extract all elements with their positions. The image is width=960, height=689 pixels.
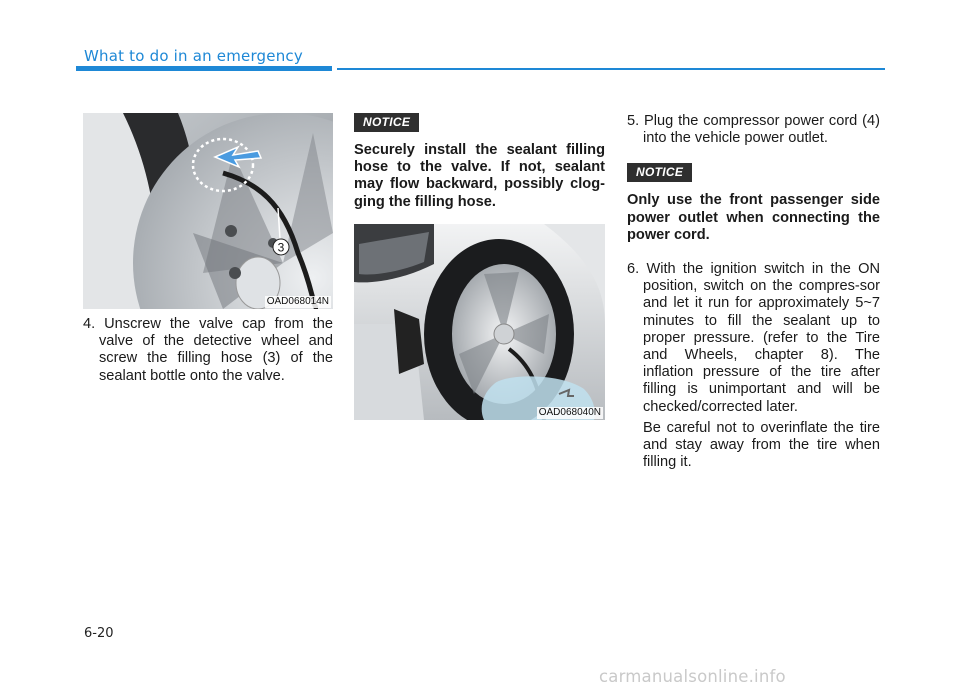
step-6-note: Be careful not to overinflate the tire and stay away from the tire when filling it. bbox=[643, 419, 880, 471]
notice-text: Only use the front passenger side power outlet when connecting the power cord. bbox=[627, 192, 880, 243]
step-5-first-line: 5. Plug the compressor power cord bbox=[627, 113, 858, 129]
figure-compressor bbox=[354, 224, 605, 420]
header-rule-thick bbox=[76, 66, 332, 71]
step-6-first-line: 6. With the ignition switch in the ON bbox=[627, 261, 880, 278]
watermark: carmanualsonline.info bbox=[599, 667, 786, 686]
figure-callout-number: 3 bbox=[277, 240, 285, 255]
figure-caption: OAD068014N bbox=[266, 296, 329, 307]
step-6-rest: position, switch on the compres-sor and let it run for approximately 5~7 minutes to fill the sealant up to proper pressure. (refer to the Tire and Wheels, chapter 8). The inflation pressure of the tire after filling is unimportant and will be checked/corrected later. bbox=[643, 278, 880, 415]
step-4-rest: valve of the detective wheel and screw the filling hose (3) of the sealant bottle onto the valve. bbox=[99, 333, 333, 384]
notice-text: Securely install the sealant filling hose to the valve. If not, sealant may flow backward, possibly clog-ging the filling hose. bbox=[354, 142, 605, 210]
step-6 bbox=[627, 261, 880, 416]
figure-caption: OAD068040N bbox=[538, 406, 601, 418]
column-2 bbox=[354, 113, 605, 420]
step-4-first-line: 4. Unscrew the valve cap from the bbox=[83, 316, 333, 332]
step-5-rest: (4) into the vehicle power outlet. bbox=[643, 113, 880, 147]
car-wheel-compressor-illustration-icon bbox=[354, 224, 605, 420]
header-rule-thin bbox=[337, 68, 885, 70]
step-4 bbox=[83, 316, 333, 385]
column-3 bbox=[627, 113, 880, 471]
notice-badge: NOTICE bbox=[354, 113, 419, 132]
step-5 bbox=[627, 113, 880, 147]
notice-badge: NOTICE bbox=[627, 163, 692, 182]
page-number: 6-20 bbox=[84, 626, 114, 641]
column-1 bbox=[83, 113, 333, 385]
tire-valve-illustration-icon bbox=[83, 113, 333, 309]
section-title: What to do in an emergency bbox=[84, 47, 303, 65]
figure-valve bbox=[83, 113, 333, 309]
